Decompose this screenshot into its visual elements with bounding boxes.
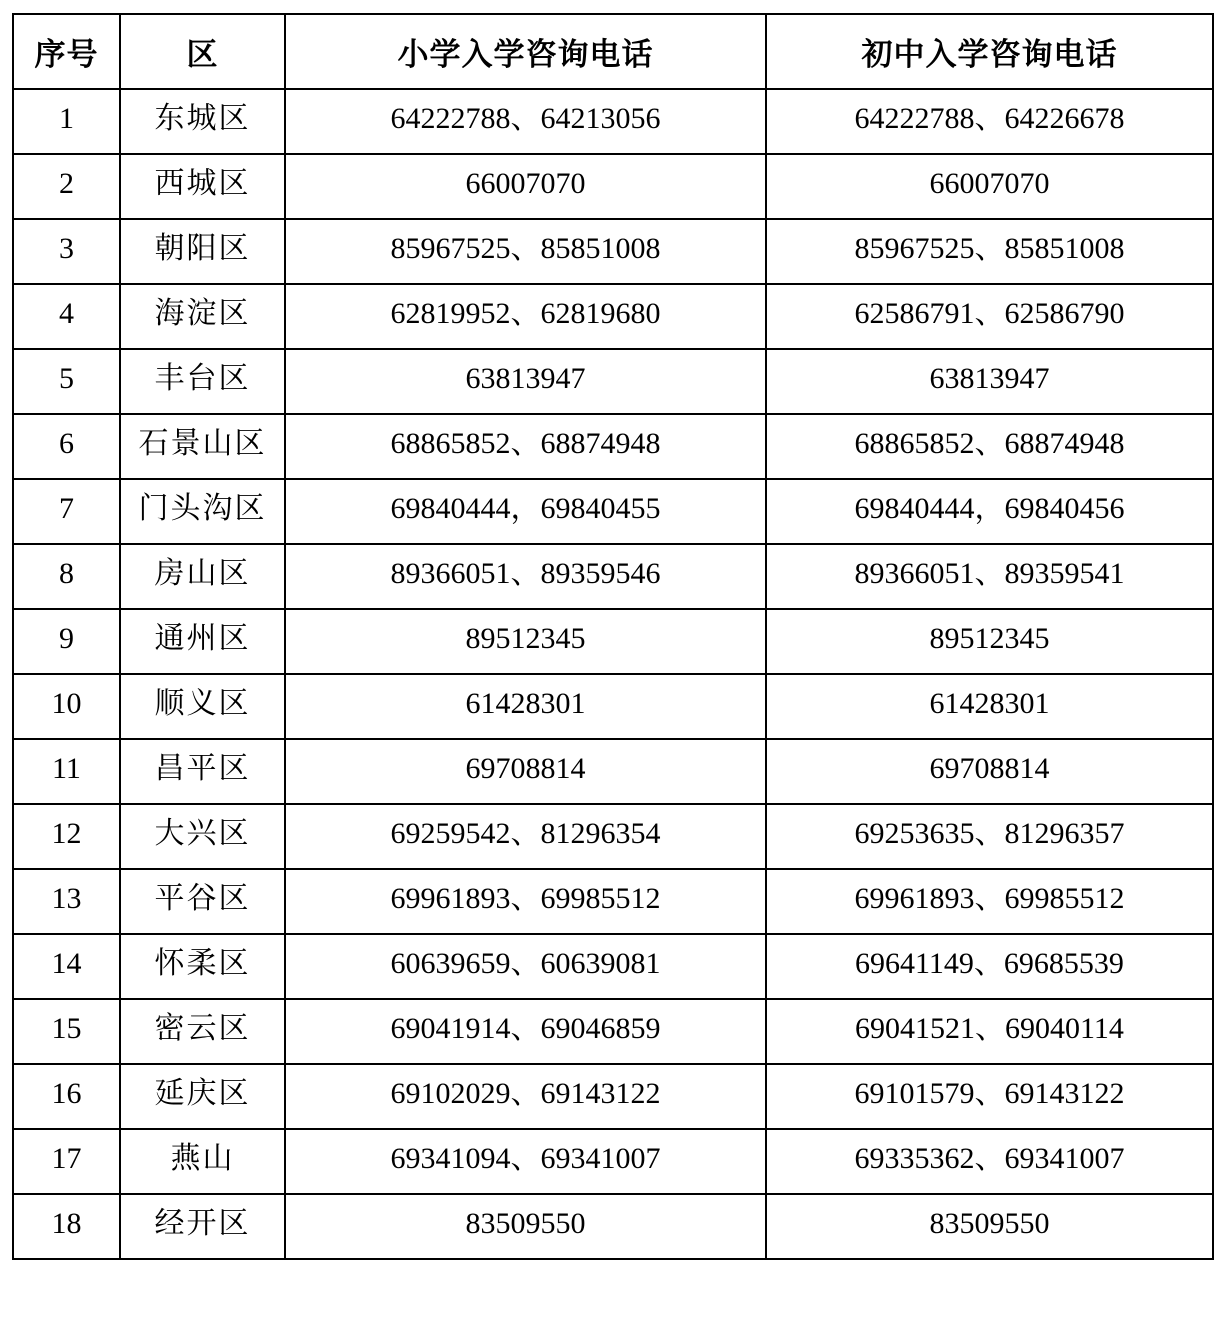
cell-middle-phone: 69335362、69341007 bbox=[766, 1129, 1213, 1194]
cell-seq: 12 bbox=[13, 804, 120, 869]
cell-district: 延庆区 bbox=[120, 1064, 285, 1129]
table-row bbox=[13, 934, 1213, 999]
table-row bbox=[13, 349, 1213, 414]
cell-primary-phone: 60639659、60639081 bbox=[285, 934, 766, 999]
table-row bbox=[13, 674, 1213, 739]
cell-district: 平谷区 bbox=[120, 869, 285, 934]
cell-seq: 4 bbox=[13, 284, 120, 349]
cell-seq: 18 bbox=[13, 1194, 120, 1259]
table-row bbox=[13, 544, 1213, 609]
cell-primary-phone: 61428301 bbox=[285, 674, 766, 739]
cell-middle-phone: 69101579、69143122 bbox=[766, 1064, 1213, 1129]
cell-seq: 9 bbox=[13, 609, 120, 674]
cell-middle-phone: 66007070 bbox=[766, 154, 1213, 219]
cell-seq: 10 bbox=[13, 674, 120, 739]
cell-seq: 15 bbox=[13, 999, 120, 1064]
cell-district: 丰台区 bbox=[120, 349, 285, 414]
cell-district: 朝阳区 bbox=[120, 219, 285, 284]
cell-seq: 6 bbox=[13, 414, 120, 479]
cell-middle-phone: 69961893、69985512 bbox=[766, 869, 1213, 934]
cell-middle-phone: 63813947 bbox=[766, 349, 1213, 414]
cell-primary-phone: 64222788、64213056 bbox=[285, 89, 766, 154]
cell-primary-phone: 63813947 bbox=[285, 349, 766, 414]
table-row bbox=[13, 1129, 1213, 1194]
cell-district: 东城区 bbox=[120, 89, 285, 154]
cell-district: 昌平区 bbox=[120, 739, 285, 804]
cell-seq: 11 bbox=[13, 739, 120, 804]
cell-district: 通州区 bbox=[120, 609, 285, 674]
header-middle-phone: 初中入学咨询电话 bbox=[766, 14, 1213, 89]
cell-district: 房山区 bbox=[120, 544, 285, 609]
cell-primary-phone: 69840444，69840455 bbox=[285, 479, 766, 544]
cell-primary-phone: 85967525、85851008 bbox=[285, 219, 766, 284]
table-row bbox=[13, 739, 1213, 804]
cell-middle-phone: 62586791、62586790 bbox=[766, 284, 1213, 349]
cell-primary-phone: 69041914、69046859 bbox=[285, 999, 766, 1064]
table-row bbox=[13, 479, 1213, 544]
cell-middle-phone: 69641149、69685539 bbox=[766, 934, 1213, 999]
cell-middle-phone: 61428301 bbox=[766, 674, 1213, 739]
cell-seq: 17 bbox=[13, 1129, 120, 1194]
table-row bbox=[13, 89, 1213, 154]
cell-middle-phone: 89512345 bbox=[766, 609, 1213, 674]
header-primary-phone: 小学入学咨询电话 bbox=[285, 14, 766, 89]
cell-primary-phone: 66007070 bbox=[285, 154, 766, 219]
cell-middle-phone: 69708814 bbox=[766, 739, 1213, 804]
cell-district: 经开区 bbox=[120, 1194, 285, 1259]
cell-district: 顺义区 bbox=[120, 674, 285, 739]
cell-seq: 8 bbox=[13, 544, 120, 609]
cell-primary-phone: 62819952、62819680 bbox=[285, 284, 766, 349]
cell-primary-phone: 68865852、68874948 bbox=[285, 414, 766, 479]
cell-seq: 14 bbox=[13, 934, 120, 999]
table-row bbox=[13, 414, 1213, 479]
table-header-row bbox=[13, 14, 1213, 89]
cell-primary-phone: 69961893、69985512 bbox=[285, 869, 766, 934]
cell-district: 门头沟区 bbox=[120, 479, 285, 544]
cell-district: 西城区 bbox=[120, 154, 285, 219]
table-row bbox=[13, 219, 1213, 284]
cell-middle-phone: 69253635、81296357 bbox=[766, 804, 1213, 869]
cell-district: 大兴区 bbox=[120, 804, 285, 869]
cell-middle-phone: 69840444，69840456 bbox=[766, 479, 1213, 544]
table-row bbox=[13, 609, 1213, 674]
cell-primary-phone: 69102029、69143122 bbox=[285, 1064, 766, 1129]
header-seq: 序号 bbox=[13, 14, 120, 89]
cell-middle-phone: 85967525、85851008 bbox=[766, 219, 1213, 284]
cell-district: 石景山区 bbox=[120, 414, 285, 479]
table-row bbox=[13, 154, 1213, 219]
cell-seq: 7 bbox=[13, 479, 120, 544]
cell-district: 怀柔区 bbox=[120, 934, 285, 999]
header-district: 区 bbox=[120, 14, 285, 89]
cell-middle-phone: 64222788、64226678 bbox=[766, 89, 1213, 154]
cell-middle-phone: 69041521、69040114 bbox=[766, 999, 1213, 1064]
cell-district: 密云区 bbox=[120, 999, 285, 1064]
cell-seq: 3 bbox=[13, 219, 120, 284]
cell-seq: 1 bbox=[13, 89, 120, 154]
cell-primary-phone: 89512345 bbox=[285, 609, 766, 674]
cell-seq: 2 bbox=[13, 154, 120, 219]
cell-seq: 5 bbox=[13, 349, 120, 414]
cell-primary-phone: 69341094、69341007 bbox=[285, 1129, 766, 1194]
cell-district: 燕山 bbox=[120, 1129, 285, 1194]
table-row bbox=[13, 804, 1213, 869]
cell-middle-phone: 89366051、89359541 bbox=[766, 544, 1213, 609]
cell-primary-phone: 83509550 bbox=[285, 1194, 766, 1259]
table-row bbox=[13, 999, 1213, 1064]
cell-middle-phone: 68865852、68874948 bbox=[766, 414, 1213, 479]
cell-seq: 13 bbox=[13, 869, 120, 934]
enrollment-phone-table bbox=[12, 13, 1214, 1260]
table-row bbox=[13, 1194, 1213, 1259]
table-row bbox=[13, 284, 1213, 349]
table-row bbox=[13, 869, 1213, 934]
cell-middle-phone: 83509550 bbox=[766, 1194, 1213, 1259]
cell-primary-phone: 69259542、81296354 bbox=[285, 804, 766, 869]
table-row bbox=[13, 1064, 1213, 1129]
cell-district: 海淀区 bbox=[120, 284, 285, 349]
table-body bbox=[13, 89, 1213, 1259]
cell-primary-phone: 69708814 bbox=[285, 739, 766, 804]
cell-seq: 16 bbox=[13, 1064, 120, 1129]
cell-primary-phone: 89366051、89359546 bbox=[285, 544, 766, 609]
